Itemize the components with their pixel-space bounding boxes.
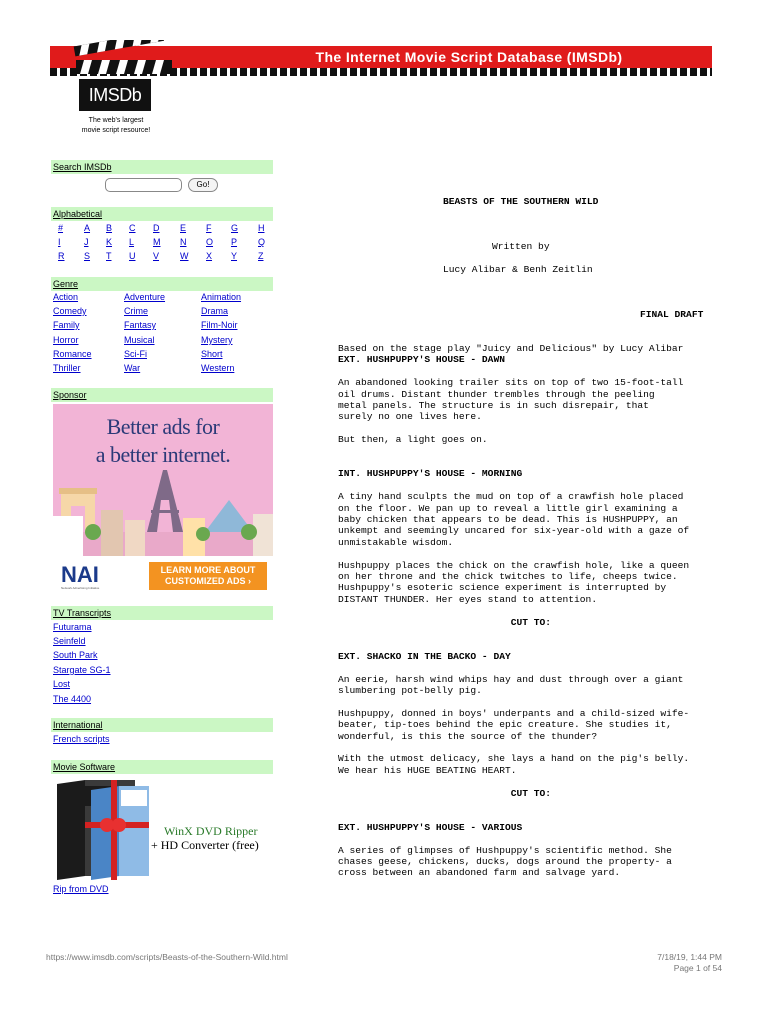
scene-transition: CUT TO: (338, 787, 552, 799)
script-line: slumbering pot-belly pig. (338, 685, 482, 696)
scene-heading: EXT. SHACKO IN THE BACKO - DAY (338, 650, 511, 662)
genre-heading: Genre (51, 277, 273, 291)
script-line: unmistakable wisdom. (338, 536, 454, 548)
alphabet-link[interactable]: W (180, 251, 189, 261)
script-line: oil drums. Distant thunder trembles through the peeling (338, 388, 655, 400)
script-line: on the floor. We pan up to reveal a little girl examining a (338, 502, 678, 514)
genre-link[interactable]: Thriller (53, 363, 81, 373)
script-line: chases geese, chickens, ducks, dogs around the property- a (338, 856, 672, 867)
script-line: A series of glimpses of Hushpuppy's scientific method. She (338, 844, 672, 856)
genre-link[interactable]: Musical (124, 335, 155, 345)
tagline-line-1: The web's largest (88, 117, 144, 124)
script-draft-label: FINAL DRAFT (640, 309, 704, 320)
alphabetical-heading: Alphabetical (51, 207, 273, 221)
alphabet-link[interactable]: O (206, 237, 214, 247)
script-written-by: Written by (492, 241, 550, 252)
alphabet-link[interactable]: K (106, 237, 113, 247)
alphabet-link[interactable]: Y (231, 251, 238, 261)
script-line: A tiny hand sculpts the mud on top of a crawfish hole placed (338, 491, 684, 503)
script-line: With the utmost delicacy, she lays a hand on the pig's belly. (338, 753, 690, 765)
genre-link[interactable]: Family (53, 320, 80, 330)
search-heading: Search IMSDb (51, 160, 273, 174)
scene-heading: EXT. HUSHPUPPY'S HOUSE - DAWN (338, 354, 505, 366)
script-line: But then, a light goes on. (338, 434, 488, 446)
scene-heading: EXT. HUSHPUPPY'S HOUSE - VARIOUS (338, 821, 523, 833)
ad-cta-line-2: CUSTOMIZED ADS › (164, 576, 252, 586)
alphabet-link[interactable]: # (58, 223, 64, 233)
tv-transcript-link[interactable]: Stargate SG-1 (53, 665, 111, 675)
genre-link[interactable]: Romance (53, 349, 92, 359)
alphabet-link[interactable]: R (58, 251, 65, 261)
international-heading: International (51, 718, 273, 732)
genre-link[interactable]: Short (201, 349, 223, 359)
print-date: 7/18/19, 1:44 PM (657, 952, 722, 962)
alphabet-link[interactable]: C (129, 223, 136, 233)
genre-link[interactable]: Fantasy (124, 320, 157, 330)
chevron-right-icon: › (248, 576, 252, 586)
script-line: surely no one lives here. (338, 411, 482, 423)
alphabet-row (58, 223, 268, 235)
script-line: Hushpuppy's esoteric science experiment is interrupted by (338, 582, 667, 594)
alphabet-row (58, 237, 268, 249)
genre-link[interactable]: Western (201, 363, 235, 373)
genre-link[interactable]: Sci-Fi (124, 349, 147, 359)
genre-link[interactable]: War (124, 363, 141, 373)
genre-link[interactable]: Animation (201, 292, 242, 302)
alphabet-link[interactable]: N (180, 237, 187, 247)
script-line: wonderful, is this the source of the thunder? (338, 730, 598, 742)
genre-link[interactable]: Comedy (53, 306, 87, 316)
movie-software-heading: Movie Software (51, 760, 273, 774)
script-line: on her throne and the chick twitches to life, cheeps twice. (338, 571, 678, 582)
alphabet-link[interactable]: J (84, 237, 89, 247)
nai-logo: NAI (61, 562, 99, 587)
tv-transcript-link[interactable]: The 4400 (53, 694, 92, 704)
scene-transition: CUT TO: (338, 616, 552, 628)
alphabet-link[interactable]: X (206, 251, 213, 261)
alphabet-link[interactable]: D (153, 223, 160, 233)
clapperboard-icon (70, 40, 174, 76)
ad-footer (53, 556, 273, 594)
genre-link[interactable]: Adventure (124, 292, 166, 302)
paris-skyline-illustration (53, 470, 273, 556)
search-button[interactable]: Go! (188, 178, 218, 192)
ad-headline-2: a better internet. (95, 442, 231, 467)
ad-cta-button[interactable] (149, 562, 267, 590)
alphabet-row (58, 251, 268, 263)
alphabet-link[interactable]: F (206, 223, 212, 233)
tv-transcript-link[interactable]: Seinfeld (53, 636, 86, 646)
script-line: Hushpuppy, donned in boys' underpants and a child-sized wife- (338, 707, 690, 719)
alphabet-link[interactable]: H (258, 223, 265, 233)
script-line: baby chicken that appears to be dead. This is HUSHPUPPY, an (338, 514, 678, 525)
ad-cta-line-1: LEARN MORE ABOUT (160, 565, 256, 575)
script-line: cross between an abandoned farm and salvage yard. (338, 867, 621, 879)
script-line: unkempt and seemingly uncared for six-year-old with a gaze of (338, 525, 690, 537)
genre-link[interactable]: Action (53, 292, 79, 302)
script-authors: Lucy Alibar & Benh Zeitlin (443, 264, 593, 275)
site-tagline (72, 116, 160, 136)
script-title: BEASTS OF THE SOUTHERN WILD (443, 196, 599, 207)
genre-link[interactable]: Mystery (201, 335, 233, 345)
genre-link[interactable]: Horror (53, 335, 79, 345)
script-line: Based on the stage play "Juicy and Delicious" by Lucy Alibar (338, 343, 684, 354)
script-line: Hushpuppy places the chick on the crawfish hole, like a queen (338, 559, 690, 571)
alphabet-link[interactable]: T (106, 251, 112, 261)
alphabet-link[interactable]: M (153, 237, 161, 247)
nai-logo-subtext: Network Advertising Initiative (61, 586, 100, 590)
alphabet-link[interactable]: G (231, 223, 239, 233)
alphabet-link[interactable]: I (58, 237, 61, 247)
script-line: We hear his HUGE BEATING HEART. (338, 764, 517, 776)
script-line: beater, tip-toes behind the epic creature. She studies it, (338, 719, 672, 731)
scene-heading: INT. HUSHPUPPY'S HOUSE - MORNING (338, 468, 523, 480)
dvd-product-name: WinX DVD Ripper (164, 824, 258, 838)
alphabet-link[interactable]: V (153, 251, 160, 261)
alphabet-link[interactable]: U (129, 251, 136, 261)
alphabet-link[interactable]: B (106, 223, 113, 233)
alphabet-link[interactable]: P (231, 237, 238, 247)
genre-link[interactable]: Crime (124, 306, 148, 316)
page-url: https://www.imsdb.com/scripts/Beasts-of-the-Southern-Wild.html (46, 952, 288, 962)
sponsor-heading: Sponsor (51, 388, 273, 402)
tagline-line-2: movie script resource! (81, 127, 151, 134)
search-input[interactable] (105, 178, 182, 192)
script-line: An abandoned looking trailer sits on top of two 15-foot-tall (338, 377, 684, 389)
link-french-scripts[interactable]: French scripts (53, 734, 110, 744)
alphabet-link[interactable]: Q (258, 237, 266, 247)
script-line: metal panels. The structure is in such disrepair, that (338, 400, 649, 411)
alphabet-link[interactable]: A (84, 223, 91, 233)
genre-link[interactable]: Film-Noir (201, 320, 238, 330)
script-line: DISTANT THUNDER. Her eyes stand to attention. (338, 593, 598, 605)
script-line: An eerie, harsh wind whips hay and dust through over a giant (338, 673, 684, 685)
site-title: The Internet Movie Script Database (IMSDb) (315, 49, 623, 65)
tv-transcript-link[interactable]: Futurama (53, 622, 92, 632)
tv-transcript-link[interactable]: Lost (53, 679, 71, 689)
link-rip-from-dvd[interactable]: Rip from DVD (53, 884, 109, 894)
alphabet-link[interactable]: E (180, 223, 187, 233)
imsdb-logo[interactable]: IMSDb (79, 79, 151, 111)
genre-link[interactable]: Drama (201, 306, 229, 316)
alphabet-link[interactable]: L (129, 237, 135, 247)
tv-transcript-link[interactable]: South Park (53, 650, 98, 660)
alphabet-link[interactable]: Z (258, 251, 264, 261)
alphabet-link[interactable]: S (84, 251, 91, 261)
page-number: Page 1 of 54 (673, 963, 722, 973)
tv-transcripts-heading: TV Transcripts (51, 606, 273, 620)
ad-headline-1: Better ads for (106, 414, 220, 439)
sponsor-ad[interactable] (53, 404, 273, 594)
dvd-product-subtitle: + HD Converter (free) (151, 838, 259, 852)
